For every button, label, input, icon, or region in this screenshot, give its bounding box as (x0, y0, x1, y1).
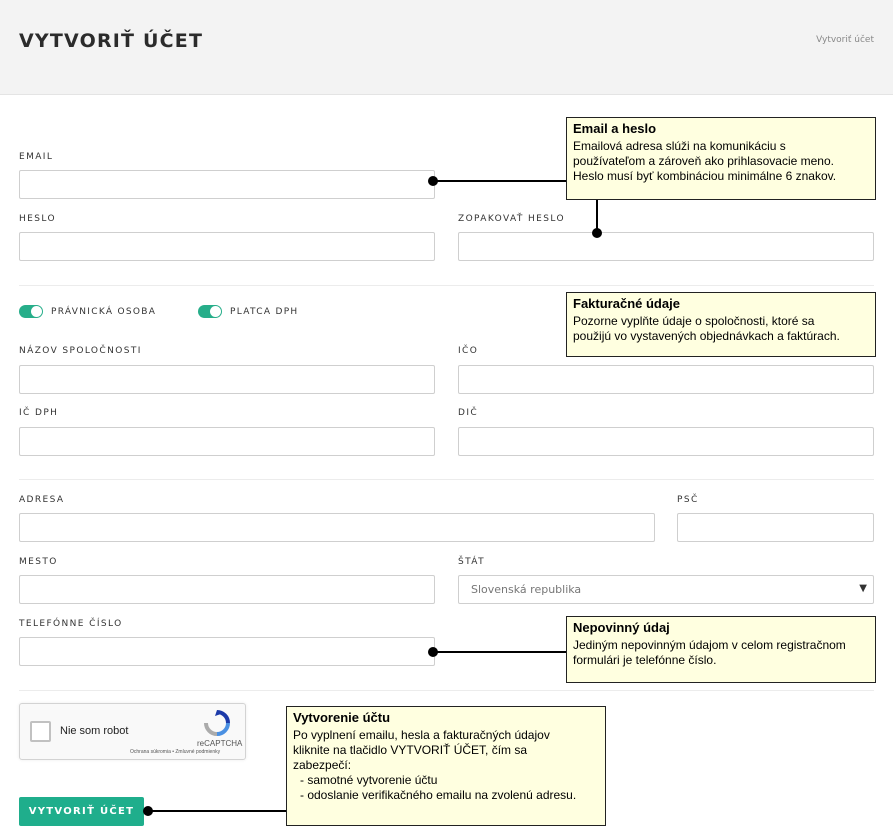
company-toggle-label: PRÁVNICKÁ OSOBA (51, 307, 157, 317)
email-label: EMAIL (19, 152, 54, 162)
vat-toggle-label: PLATCA DPH (230, 307, 299, 317)
country-select-value: Slovenská republika (471, 583, 582, 596)
recaptcha-text: Nie som robot (60, 725, 129, 737)
city-label: MESTO (19, 557, 58, 567)
note-line: Pozorne vyplňte údaje o spoločnosti, ktoré sa (573, 314, 815, 328)
note-line: použijú vo vystavených objednávkach a faktúrach. (573, 329, 840, 343)
recaptcha-brand: reCAPTCHA (197, 739, 243, 748)
note-title: Vytvorenie účtu (293, 710, 391, 725)
chevron-down-icon: ▼ (859, 583, 867, 594)
recaptcha-terms[interactable]: Ochrana súkromia • Zmluvné podmienky (130, 749, 221, 755)
ic-dph-label: IČ DPH (19, 408, 59, 418)
note-line: kliknite na tlačidlo VYTVORIŤ ÚČET, čím sa (293, 743, 528, 757)
create-account-button[interactable]: VYTVORIŤ ÚČET (19, 797, 144, 826)
note-optional (566, 616, 876, 683)
note-line: Heslo musí byť kombináciou minimálne 6 znakov. (573, 169, 837, 183)
page-title: VYTVORIŤ ÚČET (19, 30, 204, 52)
dic-label: DIČ (458, 408, 479, 418)
note-line: zabezpečí: (293, 758, 352, 772)
note-line: formulári je telefónne číslo. (573, 653, 717, 667)
note-email-password (566, 117, 876, 200)
breadcrumb[interactable]: Vytvoriť účet (816, 35, 874, 45)
password-repeat-label: ZOPAKOVAŤ HESLO (458, 214, 565, 224)
phone-label: TELEFÓNNE ČÍSLO (19, 619, 123, 629)
note-create-account (286, 706, 606, 826)
note-line: používateľom a zároveň ako prihlasovacie meno. (573, 154, 834, 168)
note-bullet-list (293, 773, 599, 803)
ico-label: IČO (458, 346, 479, 356)
zip-label: PSČ (677, 495, 699, 505)
note-title: Fakturačné údaje (573, 296, 680, 311)
note-line: Emailová adresa slúži na komunikáciu s (573, 139, 786, 153)
password-label: HESLO (19, 214, 56, 224)
note-bullet: - samotné vytvorenie účtu (300, 773, 438, 787)
note-line: Jediným nepovinným údajom v celom registračnom (573, 638, 846, 652)
note-title: Email a heslo (573, 121, 657, 136)
company-name-label: NÁZOV SPOLOČNOSTI (19, 346, 142, 356)
note-title: Nepovinný údaj (573, 620, 670, 635)
note-billing (566, 292, 876, 357)
country-label: ŠTÁT (458, 557, 486, 567)
note-line: Po vyplnení emailu, hesla a fakturačných údajov (293, 728, 550, 742)
address-label: ADRESA (19, 495, 65, 505)
note-bullet: - odoslanie verifikačného emailu na zvolenú adresu. (300, 788, 577, 802)
